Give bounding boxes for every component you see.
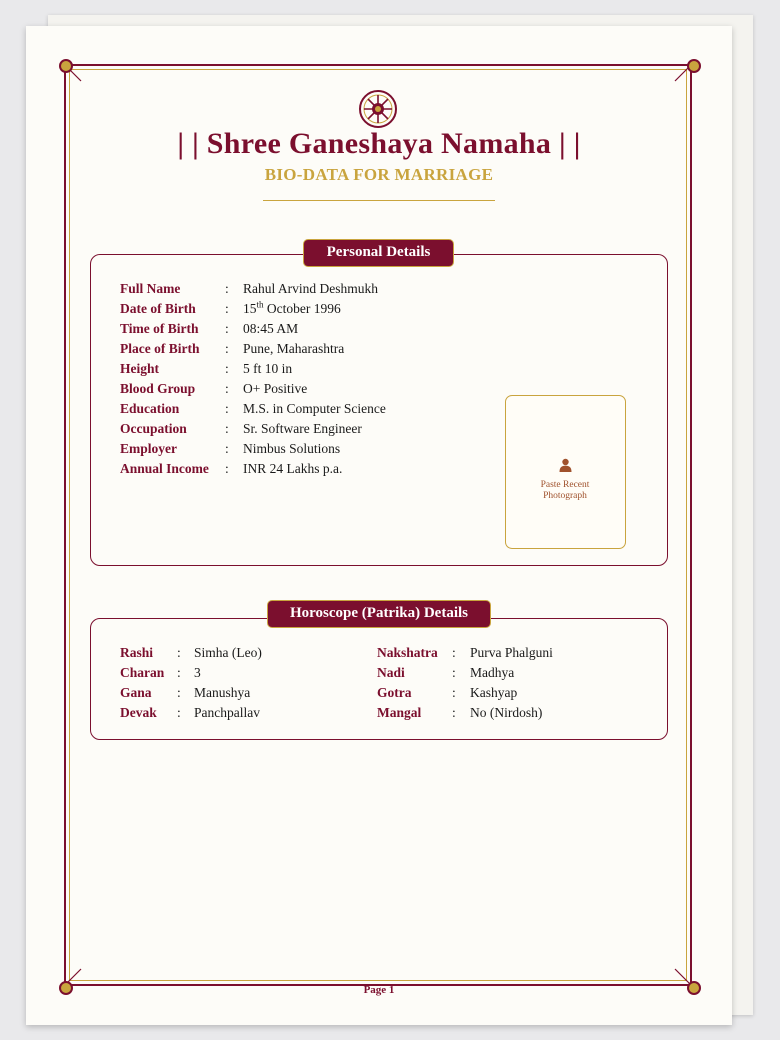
detail-value: 08:45 AM [243,321,299,336]
detail-value: Purva Phalguni [470,645,553,660]
page-number: Page 1 [363,984,395,996]
page-title: | | Shree Ganeshaya Namaha | | [177,127,581,160]
detail-colon: : [225,361,229,376]
detail-label: Nakshatra [377,645,438,660]
detail-colon: : [452,645,456,660]
detail-colon: : [225,381,229,396]
detail-colon: : [225,441,229,456]
detail-colon: : [225,341,229,356]
detail-colon: : [225,401,229,416]
detail-value: Pune, Maharashtra [243,341,345,356]
detail-value: Nimbus Solutions [243,441,341,456]
detail-value [243,299,341,319]
detail-colon: : [225,421,229,436]
detail-colon: : [177,685,181,700]
detail-label: Annual Income [120,461,209,476]
detail-value: INR 24 Lakhs p.a. [243,461,343,476]
detail-label: Blood Group [120,381,196,396]
detail-label: Occupation [120,421,187,436]
detail-label: Employer [120,441,177,456]
detail-value: Panchpallav [194,705,260,720]
detail-label: Full Name [120,281,181,296]
detail-label: Charan [120,665,165,680]
detail-label: Mangal [377,705,422,720]
photo-placeholder-line1: Paste Recent [540,480,590,490]
detail-label: Rashi [120,645,154,660]
detail-value: No (Nirdosh) [470,705,543,720]
photo-placeholder-line2: Photograph [543,491,587,501]
detail-label: Time of Birth [120,321,199,336]
personal-details-heading: Personal Details [303,239,454,267]
detail-value: 3 [194,665,201,680]
detail-colon: : [452,685,456,700]
biodata-page [26,26,732,1025]
detail-colon: : [177,665,181,680]
page-subtitle: BIO-DATA FOR MARRIAGE [264,165,494,184]
detail-label: Gana [120,685,152,700]
detail-value: Sr. Software Engineer [243,421,362,436]
detail-colon: : [225,321,229,336]
detail-colon: : [177,705,181,720]
corner-ornament-top-right [687,59,701,73]
detail-value: O+ Positive [243,381,308,396]
detail-value: M.S. in Computer Science [243,401,386,416]
dob-day: 15 [243,301,257,316]
detail-label: Nadi [377,665,405,680]
photo-placeholder[interactable] [505,395,626,549]
detail-value: Rahul Arvind Deshmukh [243,281,378,296]
detail-label: Place of Birth [120,341,200,356]
photo-placeholder-text [506,480,624,502]
detail-label: Gotra [377,685,412,700]
detail-label: Date of Birth [120,301,196,316]
detail-colon: : [225,461,229,476]
detail-colon: : [452,665,456,680]
detail-value: Madhya [470,665,515,680]
detail-value: Kashyap [470,685,518,700]
dob-day-suffix: th [256,299,264,310]
person-icon [559,458,572,472]
detail-colon: : [452,705,456,720]
dob-month-year: October 1996 [263,301,341,316]
corner-ornament-top-left [59,59,73,73]
detail-label: Height [120,361,159,376]
title-divider [263,200,495,201]
detail-colon: : [177,645,181,660]
detail-colon: : [225,301,229,316]
detail-label: Devak [120,705,157,720]
detail-value: Manushya [194,685,251,700]
detail-value: Simha (Leo) [194,645,262,660]
detail-colon: : [225,281,229,296]
detail-label: Education [120,401,180,416]
horoscope-details-heading: Horoscope (Patrika) Details [267,600,491,628]
chakra-emblem-icon [358,89,398,129]
detail-value: 5 ft 10 in [243,361,293,376]
